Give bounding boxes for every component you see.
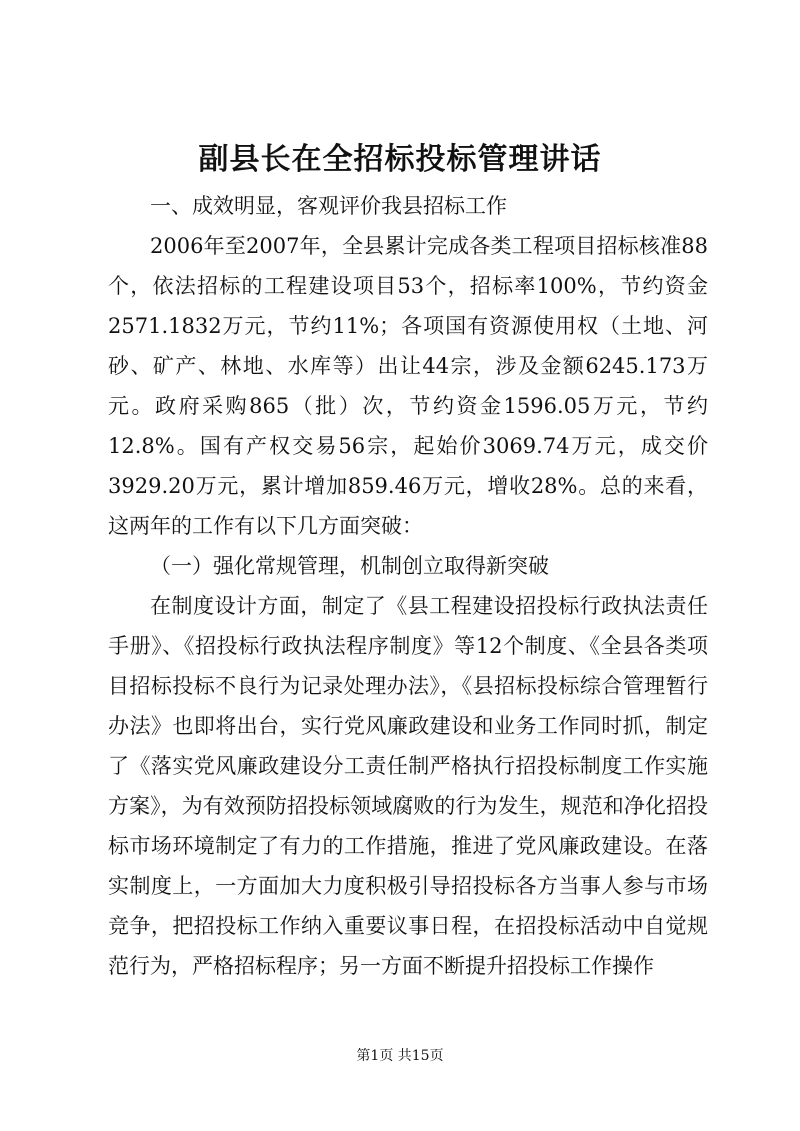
page-number-footer: 第1页 共15页 (356, 1048, 444, 1064)
subsection-heading-1: （一）强化常规管理，机制创立取得新突破 (150, 554, 549, 578)
document-title: 副县长在全招标投标管理讲话 (198, 142, 602, 177)
paragraph-statistics: 2006年至2007年，全县累计完成各类工程项目招标核准88个，依法招标的工程建设项目53个，招标率100%，节约资金2571.1832万元，节约11%；各项国有资源使用权（土地、河砂、矿产、林地、水库等）出让44宗，涉及金额6245.173万元。政府采购865（批）次，节约资金1596.05万元，节约12.8%。国有产权交易56宗，起始价3069.74万元，成交价3929.20万元，累计增加859.46万元，增收28%。总的来看，这两年的工作有以下几方面突破： (108, 234, 708, 538)
document-body (108, 186, 708, 986)
paragraph-system-design: 在制度设计方面，制定了《县工程建设招投标行政执法责任手册》、《招投标行政执法程序制度》等12个制度、《全县各类项目招标投标不良行为记录处理办法》，《县招标投标综合管理暂行办法》也即将出台，实行党风廉政建设和业务工作同时抓，制定了《落实党风廉政建设分工责任制严格执行招投标制度工作实施方案》，为有效预防招投标领域腐败的行为发生，规范和净化招投标市场环境制定了有力的工作措施，推进了党风廉政建设。在落实制度上，一方面加大力度积极引导招投标各方当事人参与市场竞争，把招投标工作纳入重要议事日程，在招投标活动中自觉规范行为，严格招标程序；另一方面不断提升招投标工作操作 (108, 594, 708, 978)
section-heading-1: 一、成效明显，客观评价我县招标工作 (150, 194, 507, 218)
